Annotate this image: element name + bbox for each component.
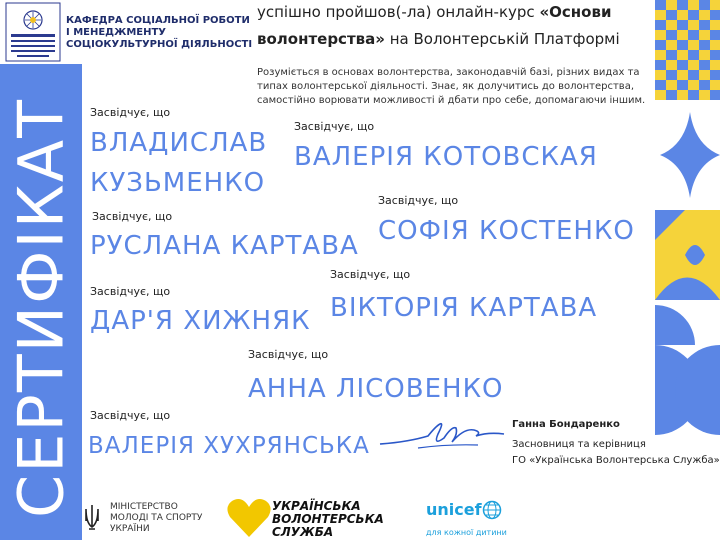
uvs-line: ВОЛОНТЕРСЬКА: [272, 512, 384, 526]
course-statement: [257, 0, 657, 53]
recipient-name: СОФІЯ КОСТЕНКО: [378, 215, 639, 247]
recipient-name: АННА ЛІСОВЕНКО: [248, 373, 508, 405]
trident-icon: [82, 503, 102, 533]
certificate-title: СЕРТИФІКАТ: [4, 97, 78, 519]
globe-icon: [482, 500, 502, 520]
certifies-label: Засвідчує, що: [330, 268, 411, 281]
ministry-line: УКРАЇНИ: [110, 524, 150, 534]
ministry-line: МОЛОДІ ТА СПОРТУ: [110, 513, 203, 523]
course-title-2: волонтерства»: [257, 30, 385, 48]
recipient-name: ВАЛЕРІЯ ХУХРЯНСЬКА: [88, 430, 374, 462]
recipient-name: РУСЛАНА КАРТАВА: [90, 230, 363, 262]
recipient-name: ДАР'Я ХИЖНЯК: [90, 305, 315, 337]
star-shape: [660, 112, 720, 198]
certifies-label: Засвідчує, що: [378, 194, 459, 207]
certifies-label: Засвідчує, що: [92, 210, 173, 223]
recipient-name: ВАЛЕРІЯ КОТОВСКАЯ: [294, 141, 602, 173]
department-line: І МЕНЕДЖМЕНТУ: [66, 27, 167, 38]
department-name: [66, 15, 252, 51]
signer-role-line: Засновниця та керівниця: [512, 439, 646, 450]
ministry-name: [110, 502, 202, 535]
certifies-label: Засвідчує, що: [248, 348, 329, 361]
uvs-line: СЛУЖБА: [272, 525, 334, 539]
recipient-name: КУЗЬМЕНКО: [90, 167, 269, 199]
heart-icon: [226, 497, 272, 539]
course-description: Розуміється в основах волонтерства, законодавчій базі, різних видах та типах волонтерської діяльності. Знає, як долучитись до волонтерства, самостійно ворювати можливості й дбати про себе, допомагаючи іншим.: [257, 67, 646, 106]
department-line: КАФЕДРА СОЦІАЛЬНОЇ РОБОТИ: [66, 15, 250, 26]
recipient-name: ВІКТОРІЯ КАРТАВА: [330, 292, 601, 324]
uvs-line: УКРАЇНСЬКА: [272, 499, 361, 513]
recipient-name: ВЛАДИСЛАВ: [90, 127, 271, 159]
signer-role-line: ГО «Українська Волонтерська Служба»: [512, 455, 720, 466]
decorative-pattern: [655, 0, 720, 470]
unicef-tagline: для кожної дитини: [426, 528, 507, 537]
course-prefix: успішно пройшов(-ла) онлайн-курс: [257, 3, 540, 21]
course-suffix: на Волонтерській Платформі: [384, 30, 620, 48]
certifies-label: Засвідчує, що: [90, 285, 171, 298]
checker-pattern: [655, 0, 720, 100]
certifies-label: Засвідчує, що: [294, 120, 375, 133]
department-logo-icon: [5, 2, 61, 62]
certifies-label: Засвідчує, що: [90, 409, 171, 422]
uvs-name: [272, 500, 384, 539]
course-title-1: «Основи: [539, 3, 612, 21]
signer-name: Ганна Бондаренко: [512, 419, 620, 430]
unicef-logo: unicef: [426, 500, 482, 519]
ministry-line: МІНІСТЕРСТВО: [110, 502, 178, 512]
certifies-label: Засвідчує, що: [90, 106, 171, 119]
department-line: СОЦІОКУЛЬТУРНОЇ ДІЯЛЬНОСТІ: [66, 39, 253, 50]
signer-role: [512, 437, 720, 469]
signature-icon: [378, 414, 508, 458]
